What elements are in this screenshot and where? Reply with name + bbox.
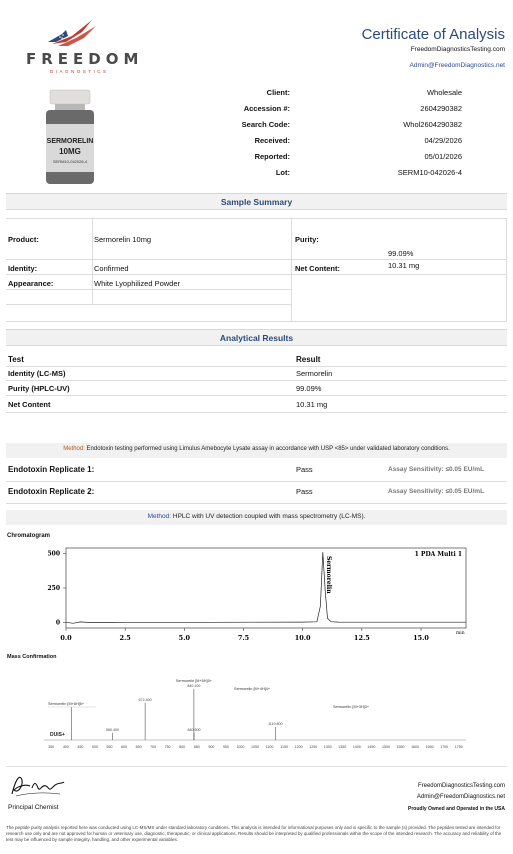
peak-label: Sermorelin xyxy=(324,556,332,594)
appearance-value: White Lyophilized Powder xyxy=(94,279,181,288)
mass-tick-label: 1450 xyxy=(367,745,376,749)
chromatogram-chart xyxy=(34,540,494,650)
mass-tick-label: 500 xyxy=(91,745,98,749)
hplc-method-text: HPLC with UV detection coupled with mass spectrometry (LC-MS). xyxy=(171,513,366,520)
x-tick-label: 2.5 xyxy=(119,634,131,642)
test-row-3: Net Content xyxy=(8,400,51,409)
result-row-3: 10.31 mg xyxy=(296,400,328,409)
x-tick-label: 5.0 xyxy=(178,634,190,642)
page-title: Certificate of Analysis xyxy=(361,26,505,43)
endotoxin-rep1-result: Pass xyxy=(296,465,313,474)
sample-summary-title: Sample Summary xyxy=(220,197,293,207)
brand-name: FREEDOM xyxy=(26,50,144,68)
mass-peak-label: 560.400 xyxy=(106,727,120,732)
info-label: Accession #: xyxy=(243,104,290,113)
purity-label: Purity: xyxy=(295,235,319,244)
header-website: FreedomDiagnosticsTesting.com xyxy=(410,46,505,53)
mass-tick-label: 1700 xyxy=(440,745,449,749)
mass-tick-label: 850 xyxy=(193,745,200,749)
annotation-5h: Sermorelin [M+5H]5+ xyxy=(175,679,212,683)
signature xyxy=(8,772,68,800)
mass-tick-label: 1250 xyxy=(309,745,318,749)
x-unit-label: min xyxy=(456,631,465,636)
sample-summary-header xyxy=(6,193,507,210)
chromatogram-series-line xyxy=(66,552,466,623)
hplc-method-label: Method: xyxy=(147,513,172,520)
sample-summary-table xyxy=(6,218,507,321)
info-value: Whol2604290382 xyxy=(403,120,462,129)
x-tick-label: 0.0 xyxy=(60,634,72,642)
mass-tick-label: 450 xyxy=(77,745,84,749)
y-tick-label: 250 xyxy=(47,585,60,592)
plot-frame xyxy=(66,548,466,628)
info-value: Wholesale xyxy=(426,88,462,97)
endotoxin-table xyxy=(6,458,507,504)
footer-website: FreedomDiagnosticsTesting.com xyxy=(417,783,505,789)
mass-tick-label: 400 xyxy=(62,745,69,749)
analytical-table xyxy=(6,352,507,414)
mass-tick-label: 1650 xyxy=(425,745,434,749)
x-tick-label: 7.5 xyxy=(237,634,250,642)
info-label: Lot: xyxy=(275,168,290,177)
appearance-label: Appearance: xyxy=(8,279,54,288)
mass-peak-label: 1119.800 xyxy=(268,721,283,726)
test-row-1: Identity (LC-MS) xyxy=(8,369,66,378)
mass-tick-label: 1600 xyxy=(411,745,420,749)
endotoxin-method-label: Method: xyxy=(63,446,85,452)
vial-label-1: SERMORELIN xyxy=(46,138,94,145)
mass-tick-label: 750 xyxy=(164,745,171,749)
x-tick-label: 12.5 xyxy=(353,634,370,642)
info-value: 2604290382 xyxy=(420,104,462,113)
col-result: Result xyxy=(296,355,321,364)
footer-tagline: Proudly Owned and Operated in the USA xyxy=(408,806,505,812)
mass-tick-label: 1550 xyxy=(396,745,405,749)
endotoxin-rep2-result: Pass xyxy=(296,487,313,496)
analytical-results-title: Analytical Results xyxy=(219,333,294,343)
product-value: Sermorelin 10mg xyxy=(94,235,152,244)
result-row-2: 99.09% xyxy=(296,384,322,393)
detector-label: 1 PDA Multi 1 xyxy=(414,551,462,558)
net-content-label: Net Content: xyxy=(295,264,340,273)
hplc-method xyxy=(6,510,507,525)
mass-tick-label: 800 xyxy=(179,745,186,749)
duis-label: DUIS+ xyxy=(50,732,65,738)
header-email[interactable]: Admin@FreedomDiagnostics.net xyxy=(409,62,505,69)
mass-tick-label: 1100 xyxy=(265,745,274,749)
purity-value: 99.09% xyxy=(388,249,414,258)
mass-confirmation-label: Mass Confirmation xyxy=(7,654,57,660)
disclaimer: The peptide purity analysis reported here was conducted using LC-MS/MS under standard laboratory conditions. This analysis is intended for informational purposes only and is specific to the sample (s) provided. The peptides tested are intended for research use only and are not approved for human or veterinary use, diagnostic, therapeutic, or clinical applications. Results should be interpreted by qualified professionals within the scope of the intended research. The accuracy and reliability of the test may be influenced by sample integrity, handling, and other experimental variables. xyxy=(6,825,502,842)
info-label: Reported: xyxy=(254,152,290,161)
x-tick-label: 15.0 xyxy=(413,634,429,642)
footer-email[interactable]: Admin@FreedomDiagnostics.net xyxy=(416,794,505,800)
mass-tick-label: 1050 xyxy=(251,745,259,749)
flag-wing-icon xyxy=(22,16,122,48)
mass-peak-label: 840.100 xyxy=(187,684,201,688)
mass-confirmation-chart xyxy=(30,662,490,762)
mass-tick-label: 700 xyxy=(150,745,157,749)
mass-tick-label: 1200 xyxy=(294,745,303,749)
mass-tick-label: 1500 xyxy=(381,745,390,749)
info-value: 04/29/2026 xyxy=(424,136,462,145)
net-content-value: 10.31 mg xyxy=(388,261,420,270)
mass-tick-label: 350 xyxy=(48,745,55,749)
identity-label: Identity: xyxy=(8,264,38,273)
endotoxin-rep2-label: Endotoxin Replicate 2: xyxy=(8,487,95,496)
mass-tick-label: 950 xyxy=(222,745,229,749)
mass-tick-label: 1150 xyxy=(280,745,288,749)
annotation-4h: Sermorelin [M+4H]4+ xyxy=(234,687,271,691)
vial-image xyxy=(42,88,98,188)
endotoxin-method xyxy=(6,443,507,458)
x-tick-label: 10.0 xyxy=(294,634,311,642)
info-label: Search Code: xyxy=(241,120,290,129)
vial-label-3: SERM10-042026-4 xyxy=(52,159,88,164)
info-value: 05/01/2026 xyxy=(424,152,462,161)
endotoxin-method-text: Endotoxin testing performed using Limulus Amebocyte Lysate assay in accordance with USP <85> under validated laboratory conditions. xyxy=(84,446,450,452)
info-value: SERM10-042026-4 xyxy=(397,168,462,177)
mass-tick-label: 650 xyxy=(135,745,142,749)
mass-tick-label: 600 xyxy=(121,745,128,749)
mass-tick-label: 550 xyxy=(106,745,113,749)
identity-value: Confirmed xyxy=(94,264,129,273)
y-tick-label: 0 xyxy=(55,619,60,627)
endotoxin-rep1-sensitivity: Assay Sensitivity: ≤0.05 EU/mL xyxy=(388,466,485,473)
mass-tick-label: 900 xyxy=(208,745,215,749)
result-row-1: Sermorelin xyxy=(296,369,333,378)
annotation-3h: Sermorelin [M+3H]3+ xyxy=(332,705,370,709)
test-row-2: Purity (HPLC-UV) xyxy=(8,384,70,393)
signature-role: Principal Chemist xyxy=(8,804,59,811)
analytical-results-header xyxy=(6,329,507,346)
info-label: Received: xyxy=(254,136,290,145)
mass-tick-label: 1300 xyxy=(323,745,332,749)
vial-label-2: 10MG xyxy=(59,147,81,156)
endotoxin-rep1-label: Endotoxin Replicate 1: xyxy=(8,465,95,474)
mass-peak-label: 672.400 xyxy=(138,697,152,702)
mass-tick-label: 1400 xyxy=(352,745,361,749)
product-label: Product: xyxy=(8,235,39,244)
endotoxin-rep2-sensitivity: Assay Sensitivity: ≤0.05 EU/mL xyxy=(388,488,485,495)
mass-peak-label: 840.500 xyxy=(187,727,201,732)
y-tick-label: 500 xyxy=(47,550,60,558)
col-test: Test xyxy=(8,355,24,364)
logo xyxy=(22,16,144,76)
info-label: Client: xyxy=(266,88,290,97)
annotation-6h: Sermorelin [M+6H]6+ xyxy=(48,702,85,706)
mass-tick-label: 1000 xyxy=(236,745,245,749)
brand-sub: DIAGNOSTICS xyxy=(50,69,109,74)
mass-tick-label: 1750 xyxy=(454,745,463,749)
chromatogram-label: Chromatogram xyxy=(7,533,51,539)
mass-tick-label: 1350 xyxy=(338,745,347,749)
